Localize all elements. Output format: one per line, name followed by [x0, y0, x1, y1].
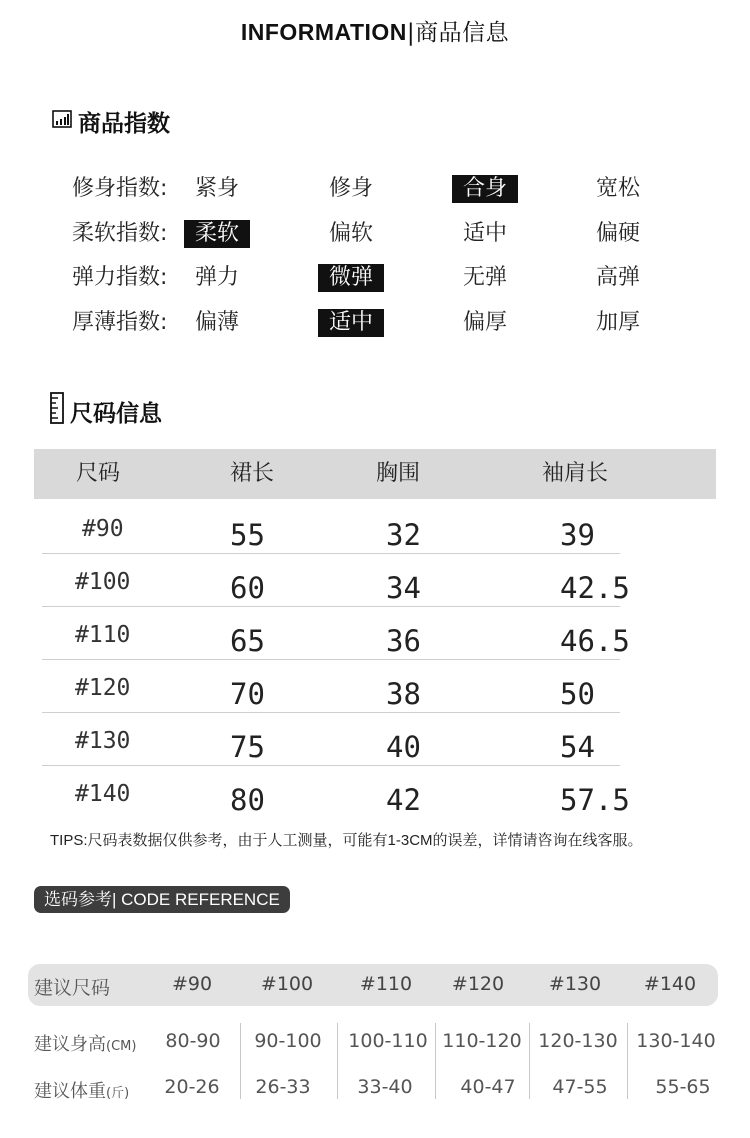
index-row-label: 柔软指数: — [72, 221, 168, 246]
size-table-cell: 32 — [386, 518, 421, 552]
index-option: 宽松 — [595, 176, 640, 201]
index-option-selected: 微弹 — [318, 264, 384, 292]
index-option: 紧身 — [194, 176, 239, 201]
reference-size: #120 — [451, 973, 505, 995]
reference-size: #110 — [359, 973, 413, 995]
title-cn: 商品信息 — [415, 20, 510, 46]
index-option: 高弹 — [595, 265, 640, 290]
size-table-row — [0, 516, 750, 568]
size-table-cell: 54 — [560, 730, 595, 764]
reference-height: 130-140 — [636, 1030, 716, 1052]
size-table-cell: #140 — [75, 781, 131, 807]
index-option-selected: 合身 — [452, 175, 518, 203]
index-row — [72, 261, 712, 295]
size-table-cell: 70 — [230, 677, 265, 711]
size-table-row — [0, 622, 750, 674]
size-table-cell: 36 — [386, 624, 421, 658]
index-row — [72, 306, 712, 340]
size-table-cell: 80 — [230, 783, 265, 817]
size-table-row — [0, 675, 750, 727]
size-table-cell: 60 — [230, 571, 265, 605]
size-table-cell: 42 — [386, 783, 421, 817]
index-option: 适中 — [462, 221, 507, 246]
reference-weight: 33-40 — [357, 1076, 413, 1098]
row-divider — [42, 553, 620, 554]
weight-unit: (斤) — [106, 1086, 130, 1101]
size-table-cell: 38 — [386, 677, 421, 711]
code-reference-badge: 选码参考| CODE REFERENCE — [34, 886, 290, 913]
reference-height: 80-90 — [165, 1030, 221, 1052]
suggested-size-label: 建议尺码 — [34, 977, 111, 999]
size-table-cell: #110 — [75, 622, 131, 648]
size-table-cell: 40 — [386, 730, 421, 764]
size-table-cell: 34 — [386, 571, 421, 605]
size-heading-text: 尺码信息 — [70, 400, 162, 427]
size-column-header: 尺码 — [75, 461, 120, 486]
row-divider — [42, 659, 620, 660]
size-table-cell: #90 — [82, 516, 124, 542]
index-option: 无弹 — [462, 265, 507, 290]
size-table-cell: #120 — [75, 675, 131, 701]
reference-height: 100-110 — [348, 1030, 428, 1052]
size-table-cell: #100 — [75, 569, 131, 595]
column-divider — [240, 1023, 241, 1099]
bar-chart-icon — [52, 109, 72, 135]
index-row — [72, 172, 712, 206]
reference-size: #100 — [260, 973, 314, 995]
reference-weight: 40-47 — [460, 1076, 516, 1098]
size-table-cell: 65 — [230, 624, 265, 658]
index-row-label: 修身指数: — [72, 176, 168, 201]
weight-label-text: 建议体重 — [34, 1081, 106, 1102]
size-section-heading — [50, 392, 162, 430]
reference-height: 110-120 — [442, 1030, 522, 1052]
index-option: 偏软 — [328, 221, 373, 246]
ruler-icon — [50, 392, 64, 430]
row-divider — [42, 712, 620, 713]
index-heading-text: 商品指数 — [78, 111, 170, 137]
size-table-cell: 39 — [560, 518, 595, 552]
size-column-header: 袖肩长 — [541, 461, 608, 486]
index-option: 弹力 — [194, 265, 239, 290]
suggested-height-label — [34, 1030, 136, 1056]
size-table-row — [0, 569, 750, 621]
reference-weight: 20-26 — [164, 1076, 220, 1098]
column-divider — [529, 1023, 530, 1099]
title-en: INFORMATION — [240, 19, 407, 45]
index-row-label: 厚薄指数: — [72, 310, 168, 335]
reference-height: 90-100 — [254, 1030, 322, 1052]
size-table-cell: #130 — [75, 728, 131, 754]
index-option: 加厚 — [595, 310, 640, 335]
size-table-cell: 46.5 — [560, 624, 630, 658]
column-divider — [337, 1023, 338, 1099]
row-divider — [42, 606, 620, 607]
index-option-selected: 适中 — [318, 309, 384, 337]
height-label-text: 建议身高 — [34, 1034, 106, 1055]
index-option: 修身 — [328, 176, 373, 201]
index-row-label: 弹力指数: — [72, 265, 168, 290]
index-option: 偏薄 — [194, 310, 239, 335]
tips-note: TIPS:尺码表数据仅供参考，由于人工测量，可能有1-3CM的误差，详情请咨询在线客服。 — [50, 832, 643, 849]
size-table-cell: 57.5 — [560, 783, 630, 817]
page-title — [0, 14, 750, 47]
title-separator: | — [406, 20, 416, 46]
index-option-selected: 柔软 — [184, 220, 250, 248]
row-divider — [42, 765, 620, 766]
size-table-cell: 50 — [560, 677, 595, 711]
index-option: 偏硬 — [595, 221, 640, 246]
column-divider — [627, 1023, 628, 1099]
size-column-header: 胸围 — [375, 461, 420, 486]
suggested-weight-label — [34, 1077, 129, 1103]
reference-size: #130 — [548, 973, 602, 995]
reference-size: #140 — [643, 973, 697, 995]
column-divider — [435, 1023, 436, 1099]
reference-weight: 26-33 — [255, 1076, 311, 1098]
reference-weight: 55-65 — [655, 1076, 711, 1098]
reference-height: 120-130 — [538, 1030, 618, 1052]
size-table-row — [0, 781, 750, 833]
reference-size: #90 — [171, 973, 213, 995]
size-table-cell: 75 — [230, 730, 265, 764]
index-row — [72, 217, 712, 251]
size-table-row — [0, 728, 750, 780]
reference-weight: 47-55 — [552, 1076, 608, 1098]
size-table-cell: 42.5 — [560, 571, 630, 605]
index-option: 偏厚 — [462, 310, 507, 335]
height-unit: (CM) — [106, 1039, 137, 1054]
size-column-header: 裙长 — [229, 461, 274, 486]
size-table-cell: 55 — [230, 518, 265, 552]
index-section-heading — [52, 105, 170, 138]
